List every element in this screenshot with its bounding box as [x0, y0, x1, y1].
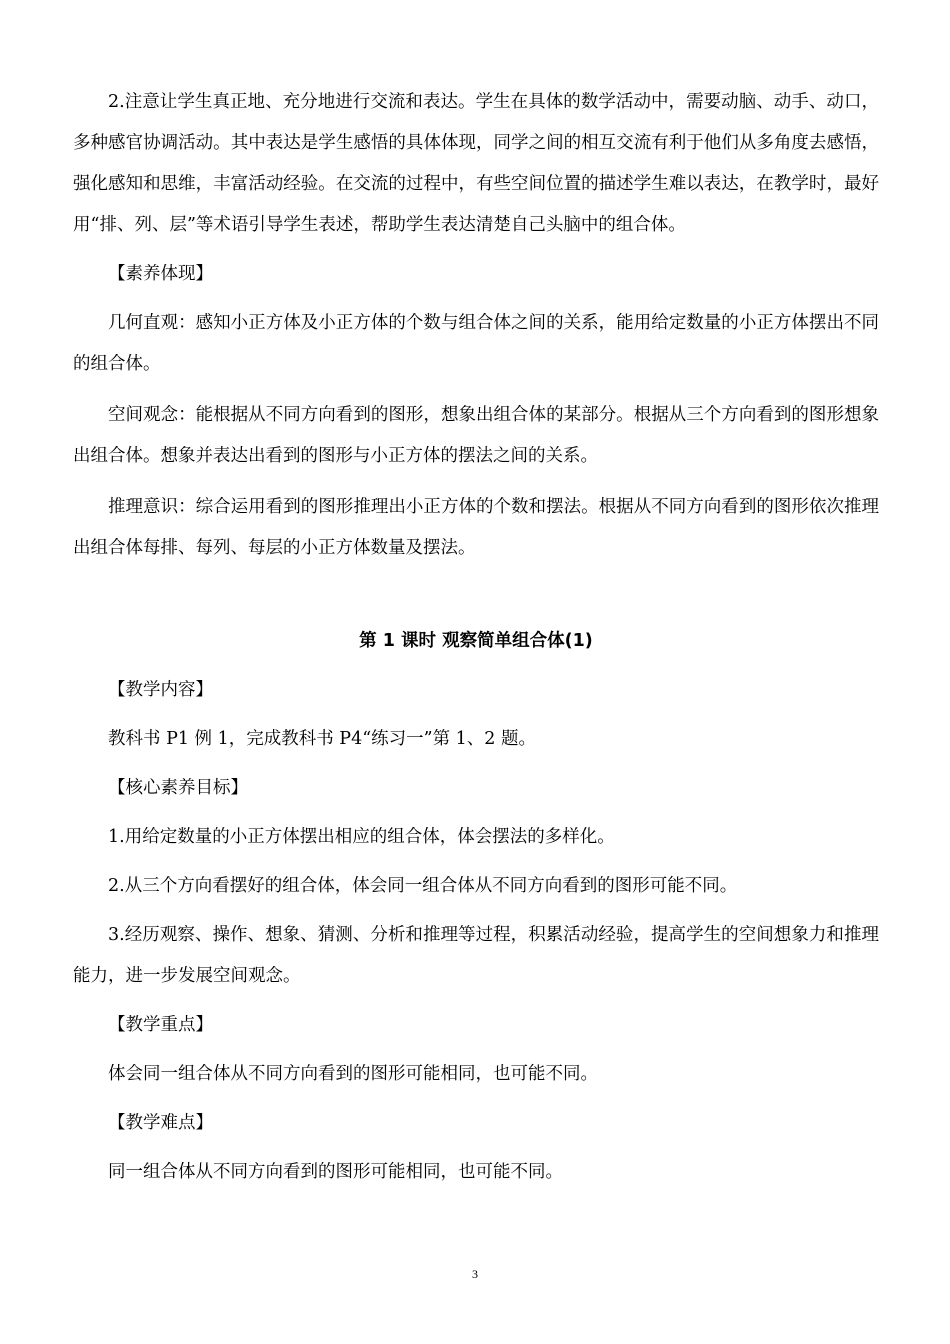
paragraph-spatial-concept: 空间观念：能根据从不同方向看到的图形，想象出组合体的某部分。根据从三个方向看到的图形想象出组合体。想象并表达出看到的图形与小正方体的摆法之间的关系。: [73, 405, 879, 466]
paragraph-reasoning: 推理意识：综合运用看到的图形推理出小正方体的个数和摆法。根据从不同方向看到的图形依次推理出组合体每排、每列、每层的小正方体数量及摆法。: [73, 497, 879, 558]
heading-difficulty: 【教学难点】: [108, 1113, 213, 1133]
goal-item-3: 3.经历观察、操作、想象、猜测、分析和推理等过程，积累活动经验，提高学生的空间想象力和推理能力，进一步发展空间观念。: [73, 925, 879, 986]
paragraph-key-point: 体会同一组合体从不同方向看到的图形可能相同，也可能不同。: [108, 1064, 598, 1084]
heading-teaching-content: 【教学内容】: [108, 680, 213, 700]
page-content: [73, 82, 879, 1193]
paragraph-difficulty: 同一组合体从不同方向看到的图形可能相同，也可能不同。: [108, 1162, 563, 1182]
page-number: 3: [472, 1267, 478, 1281]
heading-key-point: 【教学重点】: [108, 1015, 213, 1035]
heading-literacy: 【素养体现】: [108, 264, 213, 284]
paragraph-communication: 2.注意让学生真正地、充分地进行交流和表达。学生在具体的数学活动中，需要动脑、动手、动口，多种感官协调活动。其中表达是学生感悟的具体体现，同学之间的相互交流有利于他们从多角度去感悟，强化感知和思维，丰富活动经验。在交流的过程中，有些空间位置的描述学生难以表达，在教学时，最好用“排、列、层”等术语引导学生表述，帮助学生表达清楚自己头脑中的组合体。: [73, 92, 879, 235]
goal-item-1: 1.用给定数量的小正方体摆出相应的组合体，体会摆法的多样化。: [108, 827, 615, 847]
paragraph-teaching-content: 教科书 P1 例 1，完成教科书 P4“练习一”第 1、2 题。: [108, 729, 536, 749]
paragraph-geometric-intuition: 几何直观：感知小正方体及小正方体的个数与组合体之间的关系，能用给定数量的小正方体摆出不同的组合体。: [73, 313, 879, 374]
heading-core-goals: 【核心素养目标】: [108, 778, 248, 798]
goal-item-2: 2.从三个方向看摆好的组合体，体会同一组合体从不同方向看到的图形可能不同。: [108, 876, 738, 896]
lesson-title: 第 1 课时 观察简单组合体(1): [359, 631, 593, 651]
